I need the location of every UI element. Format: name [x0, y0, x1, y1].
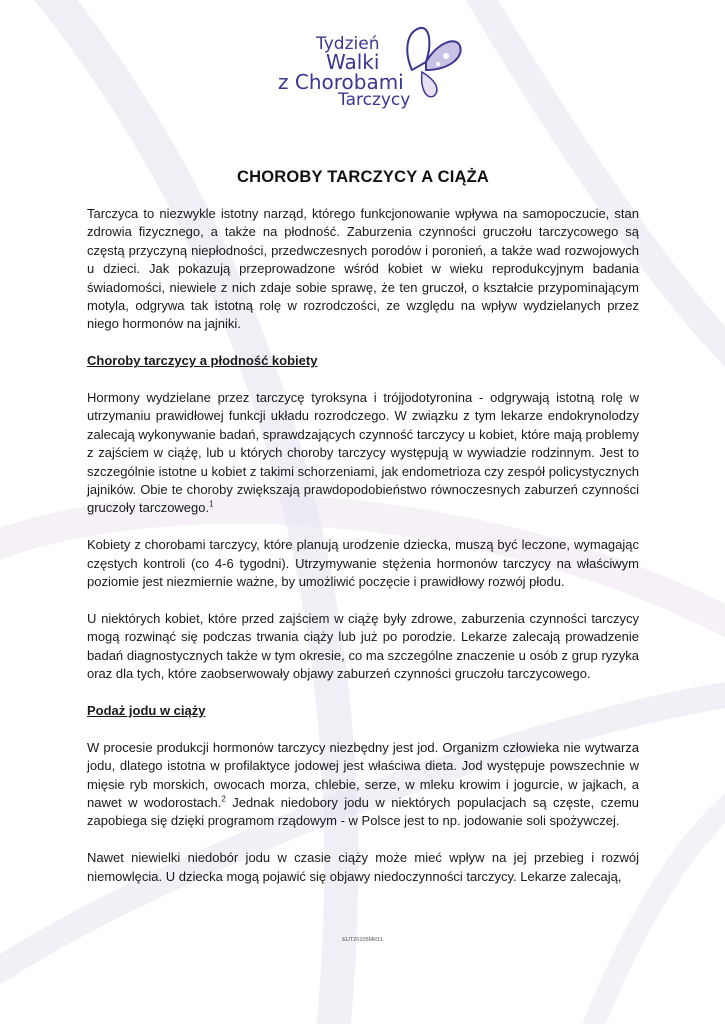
document-title: CHOROBY TARCZYCY A CIĄŻA	[236, 168, 489, 186]
iodine-paragraph-1-text-b: Jednak niedobory jodu w niektórych populacjach są częste, czemu zapobiega się dzięki programom rządowym - w Polsce jest to np. jodowanie soli spożywczej.	[87, 794, 640, 829]
fertility-paragraph-1-text: Hormony wydzielane przez tarczycę tyroksyna i trójjodotyronina - odgrywają istotną rolę w utrzymaniu prawidłowej funkcji układu rozrodczego. W związku z tym lekarze endokrynolodzy zalecają wykonywanie badań, sprawdzających czynność tarczycy u kobiet, które mają problemy z zajściem w ciążę, lub u których choroby tarczycy występują w wywiadzie rodzinnym. Jest to szczególnie istotne u kobiet z takimi schorzeniami, jak endometrioza czy zespół policystycznych jajników. Obie te choroby zwiększają prawdopodobieństwo równoczesnych zaburzeń czynności gruczoły tarczowego.	[87, 390, 639, 516]
document-body	[87, 168, 639, 904]
fertility-paragraph-3: U niektórych kobiet, które przed zajściem w ciążę były zdrowe, zaburzenia czynności tarczycy mogą rozwinąć się podczas trwania ciąży lub już po porodzie. Lekarze zalecają prowadzenie badań diagnostycznych także w tym okresie, co ma szczególne znaczenie u osób z grup ryzyka oraz dla tych, które zaobserwowały objawy zaburzeń czynności gruczołu tarczycowego.	[87, 610, 639, 682]
logo-line-1: Tydzień	[316, 34, 380, 54]
iodine-paragraph-1	[87, 739, 639, 831]
fertility-paragraph-1	[87, 389, 639, 518]
logo-line-3: z Chorobami	[278, 70, 404, 94]
iodine-paragraph-1-text-a: W procesie produkcji hormonów tarczycy niezbędny jest jod. Organizm człowieka nie wytwarza jodu, dlatego istotna w profilaktyce jodowej jest właściwa dieta. Jod występuje powszechnie w mięsie ryb morskich, owocach morza, chlebie, serze, w mleku krowim i jogurcie, w jajkach, a nawet w wodorostach.	[87, 739, 639, 810]
fertility-paragraph-2: Kobiety z chorobami tarczycy, które planują urodzenie dziecka, muszą być leczone, wymagając częstych kontroli (co 4-6 tygodni). Utrzymywanie stężenia hormonów tarczycy na właściwym poziomie jest niezmiernie ważne, by umożliwić poczęcie i prawidłowy rozwój płodu.	[87, 537, 639, 590]
logo-line-2: Walki	[326, 50, 380, 74]
logo-line-4: Tarczycy	[338, 90, 411, 110]
iodine-section-heading: Podaż jodu w ciąży	[87, 702, 206, 718]
fertility-section-heading: Choroby tarczycy a płodność kobiety	[87, 353, 318, 369]
iodine-paragraph-2: Nawet niewielki niedobór jodu w czasie ciąży może mieć wpływ na jej przebieg i rozwój niemowlęcia. U dziecka mogą pojawić się objawy niedoczynności tarczycy. Lekarze zalecają,	[87, 850, 639, 884]
event-logo	[272, 22, 472, 114]
footnote-ref-1: 1	[209, 500, 214, 510]
footer-document-code: EUT20105MR11	[342, 937, 383, 943]
intro-paragraph: Tarczyca to niezwykle istotny narząd, którego funkcjonowanie wpływa na samopoczucie, stan zdrowia fizycznego, a także na płodność. Zaburzenia czynności gruczołu tarczycowego są częstą przyczyną niepłodności, przedwczesnych porodów i poronień, a także wad rozwojowych u dzieci. Jak pokazują przeprowadzone wśród kobiet w wieku reprodukcyjnym badania świadomości, niewiele z nich zdaje sobie sprawę, że ten gruczoł, o kształcie przypominającym motyla, odgrywa tak istotną rolę w rozrodczości, ze względu na wpływ wydzielanych przez niego hormonów na jajniki.	[87, 206, 639, 332]
footnote-ref-2: 2	[221, 794, 226, 804]
